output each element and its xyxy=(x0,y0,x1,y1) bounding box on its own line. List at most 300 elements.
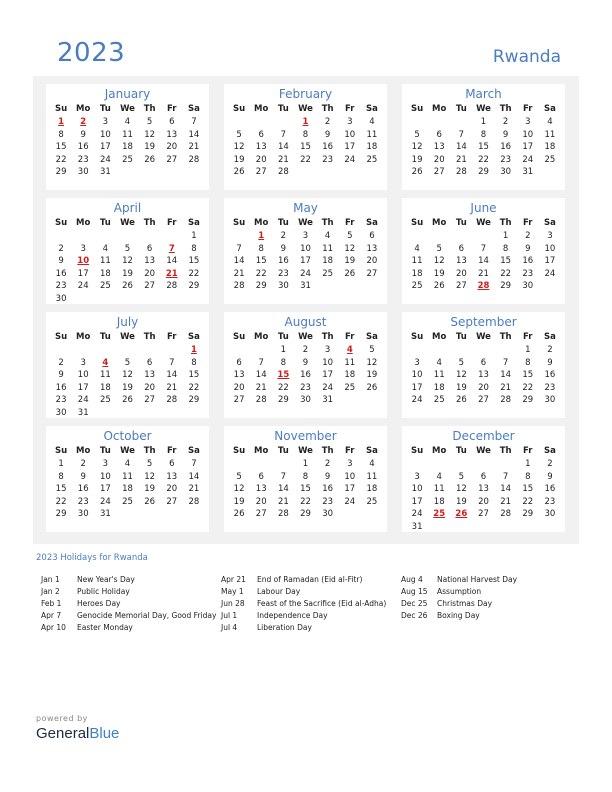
day-cell: 26 xyxy=(144,496,156,507)
day-cell: 22 xyxy=(522,496,534,507)
day-cell: 15 xyxy=(55,142,67,152)
day-cell: 27 xyxy=(166,154,178,165)
holiday-list-item xyxy=(221,586,386,598)
day-cell: 24 xyxy=(99,496,111,507)
weekday-header: Tu xyxy=(455,104,467,114)
month-title: January xyxy=(104,87,151,101)
empty-day-cell xyxy=(450,230,472,243)
day-cell: 12 xyxy=(433,256,445,266)
empty-day-cell xyxy=(428,458,450,471)
weekday-header: Fr xyxy=(523,446,533,456)
day-cell: 29 xyxy=(522,395,534,405)
day-cell: 18 xyxy=(411,268,423,279)
holiday-list-item xyxy=(41,610,216,622)
weekday-header: Mo xyxy=(432,104,447,114)
day-cell: 9 xyxy=(547,357,553,368)
empty-day-cell xyxy=(116,230,138,243)
day-cell: 14 xyxy=(166,256,178,266)
day-cell: 25 xyxy=(322,268,334,279)
day-cell: 28 xyxy=(255,395,267,405)
day-cell: 28 xyxy=(500,395,512,405)
day-cell: 17 xyxy=(77,382,89,393)
day-cell: 26 xyxy=(233,167,245,177)
day-cell: 11 xyxy=(122,129,133,140)
empty-day-cell xyxy=(250,458,272,471)
day-cell: 14 xyxy=(233,256,245,266)
day-cell: 27 xyxy=(455,281,467,291)
month-september xyxy=(402,312,565,418)
empty-day-cell xyxy=(406,116,428,129)
day-cell: 13 xyxy=(144,370,156,380)
day-cell: 18 xyxy=(122,142,133,152)
month-title: April xyxy=(113,201,142,215)
weekday-header: Mo xyxy=(254,446,269,456)
day-cell: 4 xyxy=(324,231,331,241)
day-cell: 19 xyxy=(122,268,133,279)
empty-day-cell xyxy=(94,344,116,357)
day-cell: 4 xyxy=(124,459,131,469)
day-cell: 28 xyxy=(277,509,289,519)
day-cell: 15 xyxy=(188,370,200,380)
day-cell: 24 xyxy=(522,154,534,165)
weekday-header: Tu xyxy=(277,104,289,114)
day-cell: 21 xyxy=(233,268,245,279)
day-cell: 16 xyxy=(500,142,512,152)
day-cell: 30 xyxy=(300,395,311,405)
weekday-header: Mo xyxy=(76,218,91,228)
weekday-header: We xyxy=(476,218,491,228)
holiday-day-cell: 26 xyxy=(455,509,468,519)
day-cell: 19 xyxy=(455,496,467,507)
holiday-list-item xyxy=(401,598,517,610)
weekday-header: We xyxy=(120,332,135,342)
day-cell: 21 xyxy=(255,382,267,393)
day-cell: 28 xyxy=(166,281,178,291)
day-cell: 19 xyxy=(122,382,133,393)
day-cell: 20 xyxy=(255,154,267,165)
day-cell: 28 xyxy=(233,281,245,291)
day-cell: 16 xyxy=(77,484,89,494)
month-october xyxy=(46,426,209,532)
weekday-header: Tu xyxy=(99,332,111,342)
day-cell: 6 xyxy=(436,129,442,140)
day-cell: 15 xyxy=(255,256,267,266)
weekday-header: Sa xyxy=(365,218,378,228)
month-day-grid xyxy=(46,103,209,179)
day-cell: 25 xyxy=(544,154,556,165)
day-cell: 18 xyxy=(99,268,111,279)
holiday-day-cell: 2 xyxy=(80,117,87,127)
empty-day-cell xyxy=(50,230,72,243)
day-cell: 24 xyxy=(544,268,556,279)
day-cell: 31 xyxy=(99,509,111,519)
day-cell: 21 xyxy=(455,154,467,165)
month-february xyxy=(224,84,387,190)
day-cell: 24 xyxy=(344,496,356,507)
day-cell: 8 xyxy=(302,471,309,482)
day-cell: 29 xyxy=(255,281,267,291)
day-cell: 25 xyxy=(366,154,378,165)
day-cell: 2 xyxy=(547,459,553,469)
weekday-header: Su xyxy=(410,104,424,114)
holiday-list-item xyxy=(41,598,216,610)
day-cell: 9 xyxy=(324,129,331,140)
country-name: Rwanda xyxy=(492,47,561,67)
month-day-grid xyxy=(402,217,565,293)
day-cell: 23 xyxy=(544,382,556,393)
empty-day-cell xyxy=(228,458,250,471)
day-cell: 31 xyxy=(411,521,423,532)
day-cell: 27 xyxy=(478,395,489,405)
day-cell: 1 xyxy=(280,345,287,355)
holiday-name: New Year's Day xyxy=(77,575,135,584)
day-cell: 9 xyxy=(502,129,509,140)
day-cell: 17 xyxy=(522,142,534,152)
day-cell: 8 xyxy=(191,357,197,368)
day-cell: 3 xyxy=(414,357,420,368)
day-cell: 13 xyxy=(478,370,489,380)
day-cell: 20 xyxy=(478,496,489,507)
day-cell: 14 xyxy=(500,370,512,380)
day-cell: 31 xyxy=(322,395,334,405)
weekday-header: Tu xyxy=(99,446,111,456)
empty-day-cell xyxy=(72,230,94,243)
weekday-header: Th xyxy=(499,446,512,456)
day-cell: 14 xyxy=(478,256,489,266)
holiday-column-1 xyxy=(41,574,216,634)
day-cell: 14 xyxy=(255,370,267,380)
day-cell: 31 xyxy=(99,167,111,177)
day-cell: 14 xyxy=(277,142,289,152)
day-cell: 23 xyxy=(277,268,289,279)
day-cell: 3 xyxy=(347,459,353,469)
month-day-grid xyxy=(224,331,387,407)
day-cell: 19 xyxy=(233,154,245,165)
day-cell: 27 xyxy=(144,281,156,291)
day-cell: 2 xyxy=(58,243,64,254)
day-cell: 18 xyxy=(544,142,556,152)
day-cell: 11 xyxy=(433,484,445,494)
weekday-header: We xyxy=(476,446,491,456)
day-cell: 15 xyxy=(522,370,534,380)
day-cell: 28 xyxy=(166,395,178,405)
day-cell: 16 xyxy=(55,382,67,393)
day-cell: 8 xyxy=(58,471,64,482)
day-cell: 15 xyxy=(188,256,200,266)
logo-part-general: General xyxy=(36,725,90,742)
weekday-header: Tu xyxy=(455,446,467,456)
day-cell: 21 xyxy=(478,268,489,279)
day-cell: 5 xyxy=(414,129,420,140)
weekday-header: Su xyxy=(54,446,68,456)
month-day-grid xyxy=(402,331,565,407)
month-august xyxy=(224,312,387,418)
weekday-header: Su xyxy=(232,446,246,456)
day-cell: 9 xyxy=(302,357,309,368)
day-cell: 6 xyxy=(258,129,264,140)
month-title: July xyxy=(116,315,139,329)
weekday-header: Th xyxy=(321,104,334,114)
month-day-grid xyxy=(402,103,565,179)
day-cell: 14 xyxy=(188,471,200,482)
day-cell: 7 xyxy=(480,243,487,254)
day-cell: 2 xyxy=(80,459,86,469)
weekday-header: Th xyxy=(499,104,512,114)
day-cell: 14 xyxy=(277,484,289,494)
day-cell: 30 xyxy=(544,509,556,519)
weekday-header: Th xyxy=(499,332,512,342)
holiday-day-cell: 7 xyxy=(168,243,175,254)
weekday-header: Sa xyxy=(543,104,556,114)
weekday-header: Th xyxy=(143,446,156,456)
month-day-grid xyxy=(46,217,209,305)
day-cell: 11 xyxy=(366,471,378,482)
empty-day-cell xyxy=(472,230,494,243)
day-cell: 5 xyxy=(347,231,353,241)
day-cell: 12 xyxy=(455,484,467,494)
empty-day-cell xyxy=(406,230,428,243)
day-cell: 13 xyxy=(166,471,178,482)
day-cell: 20 xyxy=(233,382,245,393)
day-cell: 2 xyxy=(324,117,331,127)
day-cell: 11 xyxy=(411,256,423,266)
day-cell: 13 xyxy=(478,484,489,494)
day-cell: 21 xyxy=(500,382,512,393)
empty-day-cell xyxy=(450,116,472,129)
day-cell: 5 xyxy=(146,459,153,469)
weekday-header: Tu xyxy=(277,446,289,456)
empty-day-cell xyxy=(428,116,450,129)
empty-day-cell xyxy=(406,458,428,471)
weekday-header: Fr xyxy=(345,104,355,114)
weekday-header: Mo xyxy=(432,332,447,342)
day-cell: 19 xyxy=(433,268,445,279)
day-cell: 10 xyxy=(77,370,89,380)
day-cell: 20 xyxy=(433,154,445,165)
month-day-grid xyxy=(402,445,565,533)
day-cell: 18 xyxy=(433,496,445,507)
day-cell: 27 xyxy=(144,395,156,405)
holiday-day-cell: 10 xyxy=(77,256,90,266)
day-cell: 18 xyxy=(433,382,445,393)
holiday-name: Heroes Day xyxy=(77,599,121,608)
weekday-header: Fr xyxy=(167,104,177,114)
holiday-day-cell: 1 xyxy=(302,117,309,127)
empty-day-cell xyxy=(272,116,294,129)
weekday-header: Fr xyxy=(167,332,177,342)
day-cell: 17 xyxy=(344,484,356,494)
day-cell: 1 xyxy=(525,459,531,469)
calendar-year: 2023 xyxy=(57,38,126,68)
day-cell: 6 xyxy=(236,357,242,368)
weekday-header: Su xyxy=(410,446,424,456)
day-cell: 4 xyxy=(436,357,442,368)
day-cell: 9 xyxy=(525,243,531,254)
empty-day-cell xyxy=(495,344,517,357)
day-cell: 3 xyxy=(414,471,420,482)
holiday-day-cell: 1 xyxy=(190,345,197,355)
holiday-date: Apr 21 xyxy=(221,575,246,584)
day-cell: 3 xyxy=(347,117,353,127)
day-cell: 13 xyxy=(233,370,245,380)
empty-day-cell xyxy=(72,344,94,357)
holiday-name: Christmas Day xyxy=(437,599,493,608)
day-cell: 6 xyxy=(458,243,465,254)
weekday-header: Mo xyxy=(254,218,269,228)
holiday-name: Liberation Day xyxy=(257,623,312,632)
holiday-list-item xyxy=(401,610,517,622)
weekday-header: Sa xyxy=(543,446,556,456)
day-cell: 30 xyxy=(77,509,89,519)
day-cell: 25 xyxy=(99,395,111,405)
day-cell: 22 xyxy=(277,382,289,393)
month-day-grid xyxy=(224,445,387,521)
day-cell: 5 xyxy=(146,117,153,127)
day-cell: 20 xyxy=(366,256,378,266)
day-cell: 11 xyxy=(366,129,378,140)
month-day-grid xyxy=(224,103,387,179)
day-cell: 24 xyxy=(411,395,423,405)
holiday-date: Apr 10 xyxy=(41,623,66,632)
day-cell: 26 xyxy=(144,154,156,165)
holiday-date: Jun 28 xyxy=(221,599,245,608)
day-cell: 14 xyxy=(500,484,512,494)
day-cell: 23 xyxy=(544,496,556,507)
month-april xyxy=(46,198,209,304)
weekday-header: Tu xyxy=(277,332,289,342)
month-title: October xyxy=(103,429,152,443)
day-cell: 23 xyxy=(300,382,311,393)
day-cell: 12 xyxy=(144,129,156,140)
day-cell: 5 xyxy=(124,243,131,254)
day-cell: 3 xyxy=(547,231,553,241)
day-cell: 3 xyxy=(302,231,309,241)
month-title: September xyxy=(450,315,517,329)
day-cell: 11 xyxy=(122,471,133,482)
holidays-title: 2023 Holidays for Rwanda xyxy=(36,553,148,563)
day-cell: 5 xyxy=(458,471,465,482)
day-cell: 15 xyxy=(300,484,311,494)
month-title: December xyxy=(452,429,515,443)
day-cell: 16 xyxy=(544,484,556,494)
month-january xyxy=(46,84,209,190)
day-cell: 23 xyxy=(522,268,534,279)
day-cell: 17 xyxy=(411,382,423,393)
day-cell: 24 xyxy=(411,509,423,519)
day-cell: 25 xyxy=(433,395,445,405)
weekday-header: Mo xyxy=(76,446,91,456)
holiday-date: Jan 1 xyxy=(41,575,60,584)
weekday-header: We xyxy=(298,332,313,342)
day-cell: 21 xyxy=(188,142,200,152)
holiday-column-2 xyxy=(221,574,386,634)
weekday-header: Tu xyxy=(99,218,111,228)
day-cell: 19 xyxy=(455,382,467,393)
day-cell: 6 xyxy=(146,243,153,254)
day-cell: 22 xyxy=(300,154,311,165)
day-cell: 2 xyxy=(58,357,64,368)
holiday-date: Dec 26 xyxy=(401,611,428,620)
day-cell: 23 xyxy=(500,154,512,165)
day-cell: 3 xyxy=(102,459,109,469)
day-cell: 6 xyxy=(169,459,175,469)
day-cell: 23 xyxy=(77,496,89,507)
day-cell: 30 xyxy=(522,281,534,291)
day-cell: 5 xyxy=(124,357,131,368)
holiday-date: Jul 4 xyxy=(221,623,238,632)
day-cell: 27 xyxy=(166,496,178,507)
holiday-day-cell: 4 xyxy=(346,345,353,355)
weekday-header: Fr xyxy=(523,218,533,228)
day-cell: 22 xyxy=(522,382,534,393)
day-cell: 12 xyxy=(366,357,378,368)
weekday-header: Th xyxy=(499,218,512,228)
day-cell: 11 xyxy=(322,243,334,254)
weekday-header: We xyxy=(120,218,135,228)
day-cell: 13 xyxy=(433,142,445,152)
month-day-grid xyxy=(46,331,209,419)
day-cell: 12 xyxy=(122,370,133,380)
weekday-header: Tu xyxy=(99,104,111,114)
day-cell: 2 xyxy=(547,345,553,355)
month-may xyxy=(224,198,387,304)
day-cell: 4 xyxy=(436,471,442,482)
day-cell: 27 xyxy=(255,167,267,177)
weekday-header: We xyxy=(476,332,491,342)
weekday-header: Fr xyxy=(523,104,533,114)
day-cell: 28 xyxy=(455,167,467,177)
day-cell: 8 xyxy=(502,243,509,254)
day-cell: 21 xyxy=(188,484,200,494)
weekday-header: Th xyxy=(143,104,156,114)
day-cell: 6 xyxy=(480,471,487,482)
day-cell: 12 xyxy=(233,484,245,494)
weekday-header: Th xyxy=(143,218,156,228)
day-cell: 15 xyxy=(478,142,489,152)
day-cell: 22 xyxy=(55,496,67,507)
day-cell: 14 xyxy=(455,142,467,152)
day-cell: 18 xyxy=(344,370,356,380)
holiday-day-cell: 25 xyxy=(433,509,446,519)
day-cell: 19 xyxy=(144,484,156,494)
day-cell: 18 xyxy=(99,382,111,393)
day-cell: 13 xyxy=(455,256,467,266)
day-cell: 3 xyxy=(324,345,331,355)
weekday-header: Su xyxy=(232,104,246,114)
day-cell: 29 xyxy=(55,167,67,177)
holiday-name: Assumption xyxy=(437,587,482,596)
day-cell: 4 xyxy=(547,117,553,127)
day-cell: 16 xyxy=(77,142,89,152)
weekday-header: Su xyxy=(232,218,246,228)
day-cell: 25 xyxy=(411,281,423,291)
holiday-date: Jul 1 xyxy=(221,611,238,620)
empty-day-cell xyxy=(94,230,116,243)
weekday-header: Tu xyxy=(455,332,467,342)
day-cell: 26 xyxy=(122,395,133,405)
day-cell: 12 xyxy=(455,370,467,380)
day-cell: 14 xyxy=(166,370,178,380)
day-cell: 2 xyxy=(324,459,331,469)
weekday-header: Sa xyxy=(187,332,200,342)
day-cell: 10 xyxy=(544,243,556,254)
months-grid xyxy=(46,84,565,532)
day-cell: 2 xyxy=(525,231,531,241)
day-cell: 11 xyxy=(544,129,556,140)
day-cell: 3 xyxy=(525,117,531,127)
day-cell: 4 xyxy=(369,459,375,469)
day-cell: 5 xyxy=(236,471,242,482)
